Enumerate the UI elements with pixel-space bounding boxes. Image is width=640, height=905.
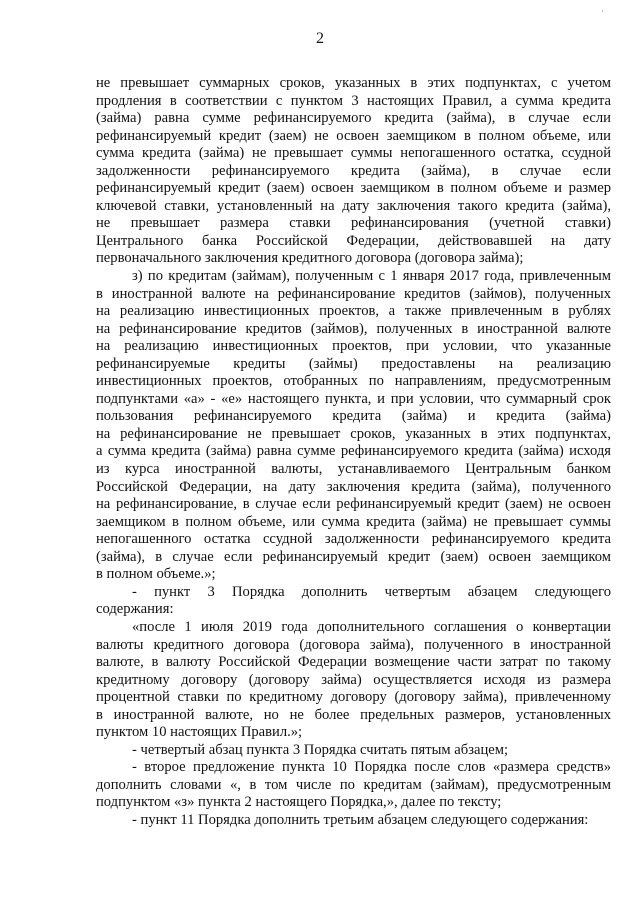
- text-line: инвестиционных проектов, отобранных по направлениям, предусмотренным: [96, 373, 611, 390]
- text-line: (займа) равна сумме рефинансируемого кредита (займа), в случае если: [96, 110, 611, 127]
- text-line: - четвертый абзац пункта 3 Порядка считать пятым абзацем;: [132, 741, 509, 758]
- text-line: на рефинансирование, в случае если рефинансируемый кредит (заем) не освоен: [96, 496, 611, 513]
- text-line: ключевой ставки, установленный на дату заключения такого кредита (займа),: [96, 197, 611, 214]
- text-line: заемщиком в полном объеме, или сумма кредита (займа) не превышает суммы: [96, 513, 611, 530]
- text-line: в иностранной валюте на рефинансирование кредитов (займов), полученных: [96, 285, 611, 302]
- text-line: содержания:: [96, 601, 174, 618]
- text-line: Российской Федерации, на дату заключения кредита (займа), полученного: [96, 478, 611, 495]
- text-line: в иностранной валюте, но не более предельных размеров, установленных: [96, 706, 611, 723]
- text-line: подпунктами «а» - «е» настоящего пункта, и при условии, что суммарный срок: [96, 390, 611, 407]
- text-line: валюты кредитного договора (договора займа), полученного в иностранной: [96, 636, 611, 653]
- text-line: на рефинансирование кредитов (займов), полученных в иностранной валюте: [96, 320, 611, 337]
- text-line: непогашенного остатка ссудной задолженности рефинансируемого кредита: [96, 531, 611, 548]
- text-line: подпунктом «з» пункта 2 настоящего Порядка,», далее по тексту;: [96, 794, 502, 811]
- text-line: не превышает суммарных сроков, указанных в этих подпунктах, с учетом: [96, 75, 611, 91]
- text-line: пользования рефинансируемого кредита (займа) и кредита (займа): [96, 408, 611, 425]
- text-line: - пункт 11 Порядка дополнить третьим абзацем следующего содержания:: [132, 811, 589, 828]
- text-line: рефинансируемый кредит (заем) не освоен заемщиком в полном объеме, или: [96, 127, 611, 144]
- text-line: продления в соответствии с пунктом 3 настоящих Правил, а сумма кредита: [96, 92, 611, 109]
- text-line: - второе предложение пункта 10 Порядка после слов «размера средств»: [132, 759, 611, 776]
- text-line: «после 1 июля 2019 года дополнительного соглашения о конвертации: [132, 618, 611, 635]
- text-line: на реализацию инвестиционных проектов, при условии, что указанные: [96, 338, 611, 355]
- text-line: (займа), в случае если рефинансируемый кредит (заем) освоен заемщиком: [96, 548, 611, 565]
- page-number: 2: [316, 30, 324, 47]
- text-line: на рефинансирование не превышает сроков, указанных в этих подпунктах,: [96, 425, 611, 442]
- text-line: кредитному договору (договору займа) осуществляется исходя из размера: [96, 671, 611, 688]
- text-line: - пункт 3 Порядка дополнить четвертым абзацем следующего: [132, 583, 611, 600]
- corner-mark: ·: [601, 6, 604, 16]
- text-line: з) по кредитам (займам), полученным с 1 января 2017 года, привлеченным: [132, 268, 611, 285]
- text-line: Центрального банка Российской Федерации, действовавшей на дату: [96, 232, 611, 249]
- text-line: первоначального заключения кредитного договора (договора займа);: [96, 250, 524, 267]
- text-line: а сумма кредита (займа) равна сумме рефинансируемого кредита (займа) исходя: [96, 443, 611, 460]
- text-line: процентной ставки по кредитному договору (договору займа), привлеченному: [96, 689, 611, 706]
- text-line: рефинансируемые кредиты (займы) предоставлены на реализацию: [96, 355, 611, 372]
- text-line: рефинансируемый кредит (заем) освоен заемщиком в полном объеме и размер: [96, 180, 611, 197]
- text-line: не превышает размера ставки рефинансирования (учетной ставки): [96, 215, 611, 232]
- body-text: [96, 75, 611, 830]
- text-line: пунктом 10 настоящих Правил.»;: [96, 724, 303, 741]
- text-line: сумма кредита (займа) не превышает суммы непогашенного остатка, ссудной: [96, 145, 611, 162]
- text-line: в полном объеме.»;: [96, 566, 216, 583]
- text-line: задолженности рефинансируемого кредита (займа), в случае если: [96, 162, 611, 179]
- text-line: из курса иностранной валюты, устанавливаемого Центральным банком: [96, 461, 611, 478]
- text-line: валюте, в валюту Российской Федерации возмещение части затрат по такому: [96, 654, 611, 671]
- text-line: на реализацию инвестиционных проектов, а также привлеченным в рублях: [96, 303, 611, 320]
- text-line: дополнить словами «, в том числе по кредитам (займам), предусмотренным: [96, 776, 611, 793]
